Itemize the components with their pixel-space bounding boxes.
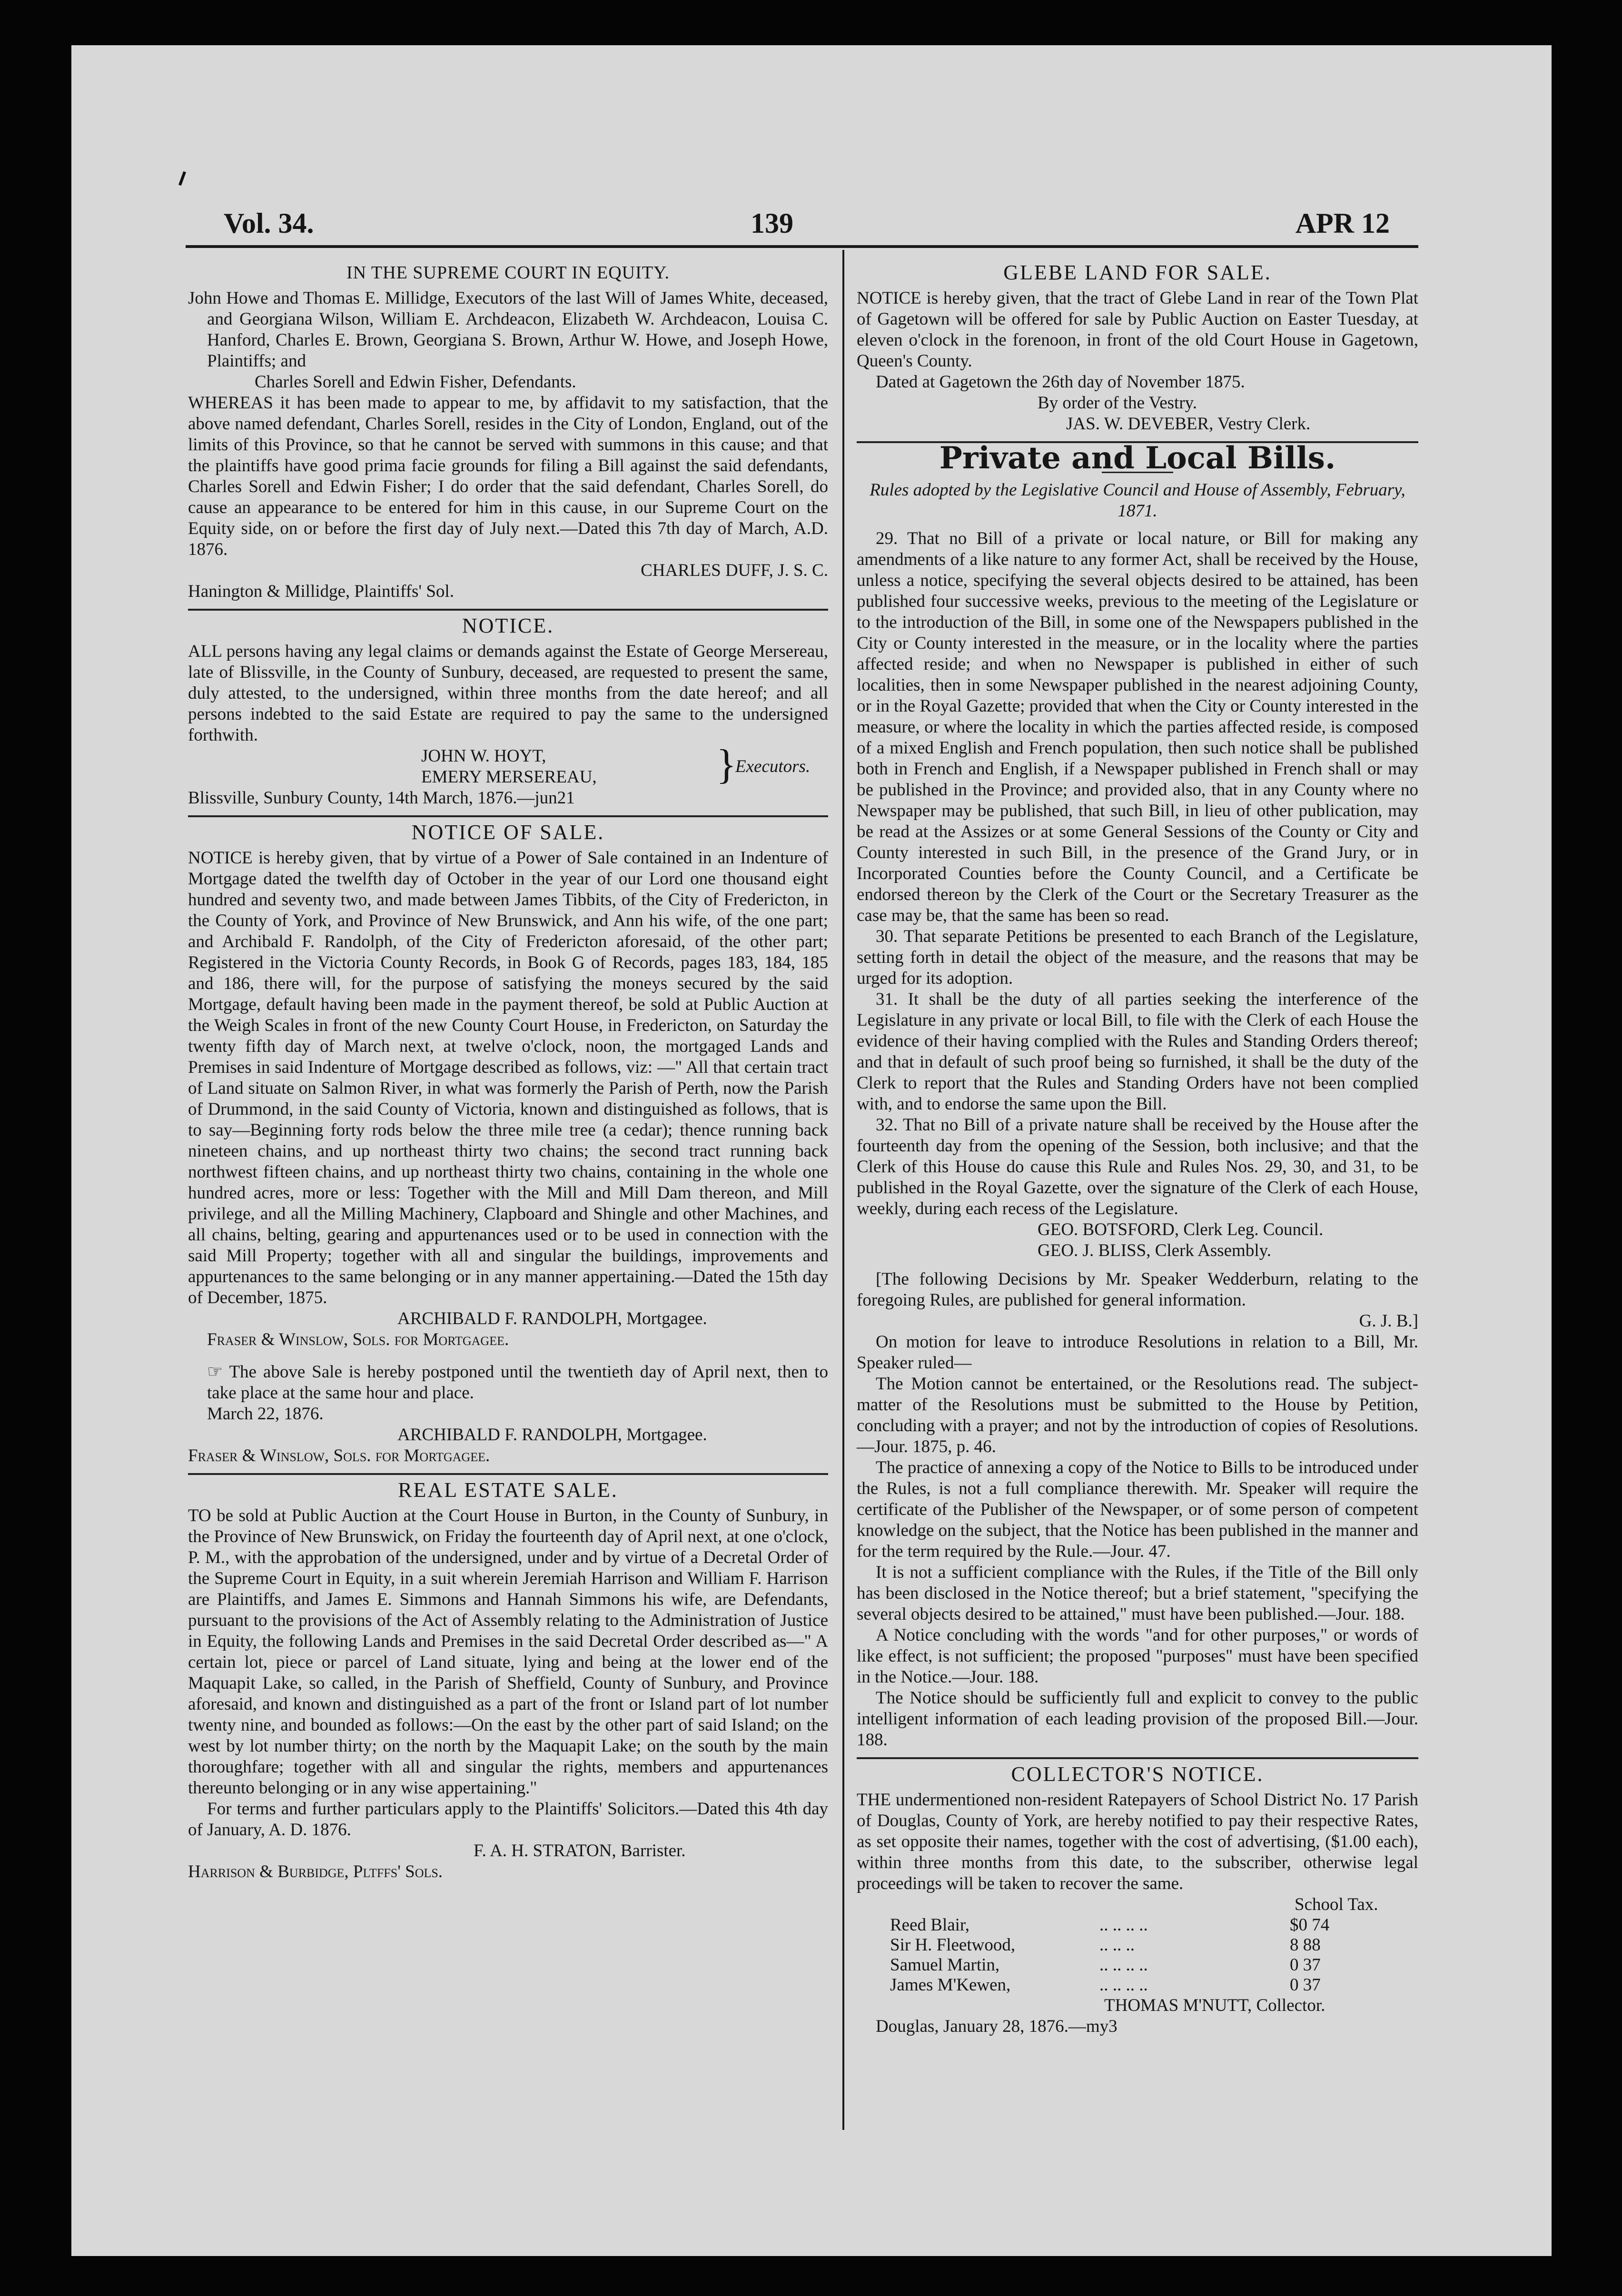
leader-dots: .. .. .. .. bbox=[1099, 1975, 1148, 1995]
decision: A Notice concluding with the words "and for other purposes," or words of like effect, is not sufficient; the proposed "purposes" must have been specified in the Notice.—Jour. 188. bbox=[857, 1625, 1418, 1687]
court-notice bbox=[188, 262, 828, 602]
ratepayer-name: Samuel Martin, bbox=[890, 1955, 1000, 1975]
estate-heading: NOTICE. bbox=[462, 614, 554, 637]
table-row bbox=[885, 1975, 1334, 1995]
realestate-body: TO be sold at Public Auction at the Court House in Burton, in the County of Sunbury, in the Province of New Brunswick, on Friday the fourteenth day of April next, at one o'clock, P. M., with the approbation of the undersigned, under and by virtue of a Decretal Order of the Supreme Court in Equity, in a suit wherein Jeremiah Harrison and William F. Harrison are Plaintiffs, and James E. Simmons and Hannah Simmons his wife, are Defendants, pursuant to the provisions of the Act of Assembly relating to the Administration of Justice in Equity, the following Lands and Premises in the said Decretal Order described as—" A certain lot, piece or parcel of Land situate, lying and being at the lower end of the Maquapit Lake, so called, in the Parish of Sheffield, County of Sunbury, and Province aforesaid, and known and distinguished as a part of the front or Island part of lot number twenty nine, and bounded as follows:—On the east by the other part of said Island; on the west by lot number thirty; on the north by the Maquapit Lake; on the south by the main thoroughfare; together with all and singular the rights, members and appurtenances thereunto belonging or in any wise appertaining." bbox=[188, 1506, 828, 1798]
glebe-clerk: JAS. W. DEVEBER, Vestry Clerk. bbox=[1066, 414, 1311, 434]
glebe-dated: Dated at Gagetown the 26th day of November 1875. bbox=[876, 372, 1245, 392]
sale-heading: NOTICE OF SALE. bbox=[411, 821, 605, 844]
clerk-signature: GEO. BOTSFORD, Clerk Leg. Council. bbox=[1038, 1220, 1324, 1239]
newspaper-page bbox=[71, 45, 1552, 2256]
sale-signature: ARCHIBALD F. RANDOLPH, Mortgagee. bbox=[397, 1309, 707, 1328]
glebe-order: By order of the Vestry. bbox=[1038, 393, 1197, 413]
court-solicitors: Hanington & Millidge, Plaintiffs' Sol. bbox=[188, 582, 454, 601]
tax-amount: 0 37 bbox=[1290, 1955, 1321, 1975]
collector-signature: THOMAS M'NUTT, Collector. bbox=[1104, 1996, 1325, 2015]
executor-name: JOHN W. HOYT, bbox=[421, 746, 546, 766]
sale-body: NOTICE is hereby given, that by virtue of a Power of Sale contained in an Indenture of Mortgage dated the twelfth day of October in the year of our Lord one thousand eight hundred and seventy two, and made between James Tibbits, of the City of Fredericton, in the County of York, and Province of New Brunswick, and Ann his wife, of the one part; and Archibald F. Randolph, of the City of Fredericton aforesaid, of the other part; Registered in the Victoria County Records, in Book G of Records, pages 183, 184, 185 and 186, there will, for the purpose of satisfying the moneys secured by the said Mortgage, default having been made in the payment thereof, be sold at Public Auction at the Weigh Scales in front of the new County Court House, in Fredericton, on Saturday the twenty fifth day of March next, at twelve o'clock, noon, the mortgaged Lands and Premises in said Indenture of Mortgage described as follows, viz: —" All that certain tract of Land situate on Salmon River, in what was formerly the Parish of Perth, now the Parish of Drummond, in the said County of Victoria, known and distinguished as follows, that is to say—Beginning forty rods below the three mile tree (a cedar); thence running back nineteen chains, and up northeast thirty two chains; the second tract running back northwest fifteen chains, and up northeast thirty two chains, containing in the whole one hundred acres, more or less: Together with the Mill and Mill Dam thereon, and Mill privilege, and all the Milling Machinery, Clapboard and Shingle and other Machines, and all chains, belting, gearing and appurtenances used or to be used in connection with the said Mill Property; together with all and singular the buildings, improvements and appurtenances to the same belonging or in any manner appertaining.—Dated the 15th day of December, 1875. bbox=[188, 848, 828, 1307]
left-column bbox=[188, 259, 828, 1882]
sale-signature: ARCHIBALD F. RANDOLPH, Mortgagee. bbox=[397, 1425, 707, 1445]
decision: On motion for leave to introduce Resolutions in relation to a Bill, Mr. Speaker ruled— bbox=[857, 1332, 1418, 1373]
rule-32: 32. That no Bill of a private nature shall be received by the House after the fourteenth day from the opening of the Session, both inclusive; and that the Clerk of this House do cause this Rule and Rules Nos. 29, 30, and 31, to be published in the Royal Gazette, over the signature of the Clerk of each House, weekly, during each recess of the Legislature. bbox=[857, 1115, 1418, 1218]
decision: It is not a sufficient compliance with the Rules, if the Title of the Bill only has been disclosed in the Notice thereof; but a brief statement, "specifying the several objects desired to be attained," must have been published.—Jour. 188. bbox=[857, 1563, 1418, 1624]
realestate-notice bbox=[188, 1480, 828, 1882]
decision: The Motion cannot be entertained, or the Resolutions read. The subject-matter of the Resolutions must be submitted to the House by Petition, concluding with a prayer; and not by the introduction of copies of Resolutions.—Jour. 1875, p. 46. bbox=[857, 1374, 1418, 1456]
volume-number: Vol. 34. bbox=[224, 208, 314, 239]
divider bbox=[857, 1757, 1418, 1759]
brace-icon: } bbox=[716, 742, 737, 788]
court-parties: John Howe and Thomas E. Millidge, Executors of the last Will of James White, deceased, and Georgiana Wilson, William E. Archdeacon, Elizabeth W. Archdeacon, Louisa C. Hanford, Charles E. Brown, Georgiana S. Brown, Arthur W. Howe, and Joseph Howe, Plaintiffs; and bbox=[188, 288, 828, 371]
table-row bbox=[885, 1955, 1334, 1975]
realestate-solicitors: Harrison & Burbidge, Pltffs' Sols. bbox=[188, 1862, 443, 1881]
pointing-hand-icon: ☞ bbox=[207, 1362, 223, 1382]
estate-body: ALL persons having any legal claims or demands against the Estate of George Mersereau, late of Blissville, in the County of Sunbury, deceased, are requested to present the same, duly attested, to the undersigned, within three months from the date hereof; and all persons indebted to the said Estate are required to pay the same to the undersigned forthwith. bbox=[188, 642, 828, 745]
decision: The Notice should be sufficiently full and explicit to convey to the public intelligent information of each leading provision of the proposed Bill.—Jour. 188. bbox=[857, 1688, 1418, 1750]
tax-table bbox=[885, 1915, 1334, 1995]
clerk-signature: GEO. J. BLISS, Clerk Assembly. bbox=[1038, 1241, 1271, 1260]
tax-amount: $0 74 bbox=[1290, 1915, 1330, 1935]
page-number: 139 bbox=[751, 208, 793, 239]
bills-subtitle: Rules adopted by the Legislative Council and House of Assembly, February, 1871. bbox=[870, 480, 1405, 521]
court-heading: IN THE SUPREME COURT IN EQUITY. bbox=[346, 263, 670, 283]
leader-dots: .. .. .. .. bbox=[1099, 1955, 1148, 1975]
header-rule bbox=[186, 245, 1418, 248]
estate-dateline: Blissville, Sunbury County, 14th March, 1876.—jun21 bbox=[188, 788, 575, 808]
collector-notice bbox=[857, 1764, 1418, 2037]
ratepayer-name: James M'Kewen, bbox=[890, 1975, 1011, 1995]
sale-solicitors: Fraser & Winslow, Sols. for Mortgagee. bbox=[188, 1446, 490, 1465]
tax-amount: 0 37 bbox=[1290, 1975, 1321, 1995]
ink-mark bbox=[178, 171, 186, 186]
decision: The practice of annexing a copy of the Notice to Bills to be introduced under the Rules, is not a full compliance therewith. Mr. Speaker will require the certificate of the Publisher of the Newspaper, or of some person of competent knowledge on the subject, that the Notice has been published in the manner and for the term required by the Rule.—Jour. 47. bbox=[857, 1458, 1418, 1561]
tax-column-header: School Tax. bbox=[1295, 1895, 1378, 1914]
executors-label: Executors. bbox=[735, 757, 811, 776]
sale-notice bbox=[188, 822, 828, 1466]
rule-29: 29. That no Bill of a private or local nature, or Bill for making any amendments of a like nature to any former Act, shall be received by the House, unless a notice, specifying the several objects desired to be attained, has been published four successive weeks, previous to the meeting of the Legislature or to the introduction of the Bill, in some one of the Newspapers published in the City or County interested in the measure, or in the locality where the parties affected reside; and when no Newspaper is published in either of such localities, then in some Newspaper published in the nearest adjoining County, or in the Royal Gazette; provided that when the City or County interested in the measure, or where the locality in which the parties affected reside, is composed of a mixed English and French population, then such notice shall be published both in French and English, if a Newspaper published in French shall or may be published in the Province; and provided also, that in any County where no Newspaper may be published, that such Bill, in lieu of other publication, may be read at the Assizes or at some General Sessions of the County or City and County interested in such Bill, in the presence of the Grand Jury, or in Incorporated Counties before the County Council, and a Certificate be endorsed thereon by the Clerk of the Court or the Secretary Treasurer as the case may be, that the same has been so read. bbox=[857, 529, 1418, 925]
decisions-intro: [The following Decisions by Mr. Speaker Wedderburn, relating to the foregoing Rules, are published for general information. bbox=[857, 1269, 1418, 1310]
collector-heading: COLLECTOR'S NOTICE. bbox=[1011, 1762, 1264, 1786]
executor-name: EMERY MERSEREAU, bbox=[421, 767, 597, 787]
decisions-initials: G. J. B.] bbox=[1359, 1311, 1418, 1331]
realestate-signature: F. A. H. STRATON, Barrister. bbox=[474, 1841, 686, 1861]
table-row bbox=[885, 1935, 1334, 1955]
sale-solicitors: Fraser & Winslow, Sols. for Mortgagee. bbox=[207, 1330, 509, 1349]
collector-dateline: Douglas, January 28, 1876.—my3 bbox=[876, 2017, 1118, 2036]
court-body: WHEREAS it has been made to appear to me, by affidavit to my satisfaction, that the above named defendant, Charles Sorell, resides in the City of London, England, out of the limits of this Province, so that he cannot be served with summons in this cause; and that the plaintiffs have good prima facie grounds for filing a Bill against the said defendants, Charles Sorell and Edwin Fisher; I do order that the said defendant, Charles Sorell, do cause an appearance to be entered for him in this cause, in our Supreme Court on the Equity side, on or before the first day of July next.—Dated this 7th day of March, A.D. 1876. bbox=[188, 393, 828, 559]
bills-heading: Private and Local Bills. bbox=[939, 440, 1336, 476]
rule-30: 30. That separate Petitions be presented to each Branch of the Legislature, setting forth in detail the object of the measure, and the reasons that may be urged for its adoption. bbox=[857, 927, 1418, 988]
table-row bbox=[885, 1915, 1334, 1935]
divider bbox=[188, 815, 828, 817]
estate-notice bbox=[188, 615, 828, 809]
glebe-body: NOTICE is hereby given, that the tract of Glebe Land in rear of the Town Plat of Gagetown will be offered for sale by Public Auction on Easter Tuesday, at eleven o'clock in the forenoon, in front of the old Court House in Gagetown, Queen's County. bbox=[857, 288, 1418, 371]
issue-date: APR 12 bbox=[1295, 208, 1390, 239]
postponed-date: March 22, 1876. bbox=[207, 1404, 324, 1424]
right-column bbox=[857, 259, 1418, 2037]
leader-dots: .. .. .. bbox=[1099, 1935, 1135, 1955]
column-rule bbox=[842, 250, 844, 2130]
divider bbox=[188, 609, 828, 611]
realestate-heading: REAL ESTATE SALE. bbox=[398, 1478, 618, 1502]
bills-section bbox=[857, 440, 1418, 1751]
glebe-heading: GLEBE LAND FOR SALE. bbox=[1003, 261, 1272, 284]
court-judge: CHARLES DUFF, J. S. C. bbox=[641, 561, 828, 580]
collector-body: THE undermentioned non-resident Ratepayers of School District No. 17 Parish of Douglas, County of York, are hereby notified to pay their respective Rates, as set opposite their names, together with the cost of advertising, ($1.00 each), within three months from this date, to the subscriber, otherwise legal proceedings will be taken to recover the same. bbox=[857, 1790, 1418, 1893]
ratepayer-name: Sir H. Fleetwood, bbox=[890, 1935, 1016, 1955]
leader-dots: .. .. .. .. bbox=[1099, 1915, 1148, 1935]
executors-block bbox=[188, 742, 828, 788]
realestate-terms: For terms and further particulars apply to the Plaintiffs' Solicitors.—Dated this 4th day of January, A. D. 1876. bbox=[188, 1799, 828, 1840]
glebe-notice bbox=[857, 262, 1418, 435]
ratepayer-name: Reed Blair, bbox=[890, 1915, 970, 1935]
page-header bbox=[224, 207, 1390, 264]
rule-31: 31. It shall be the duty of all parties seeking the interference of the Legislature in any private or local Bill, to file with the Clerk of each House the evidence of their having complied with the Rules and Standing Orders thereof; and that in default of such proof being so furnished, it shall be the duty of the Clerk to report that the Rules and Standing Orders have not been complied with, and to endorse the same upon the Bill. bbox=[857, 990, 1418, 1114]
tax-amount: 8 88 bbox=[1290, 1935, 1321, 1955]
court-defendants: Charles Sorell and Edwin Fisher, Defendants. bbox=[255, 372, 576, 392]
postponed-text: The above Sale is hereby postponed until the twentieth day of April next, then to take place at the same hour and place. bbox=[207, 1362, 828, 1403]
divider bbox=[188, 1473, 828, 1475]
